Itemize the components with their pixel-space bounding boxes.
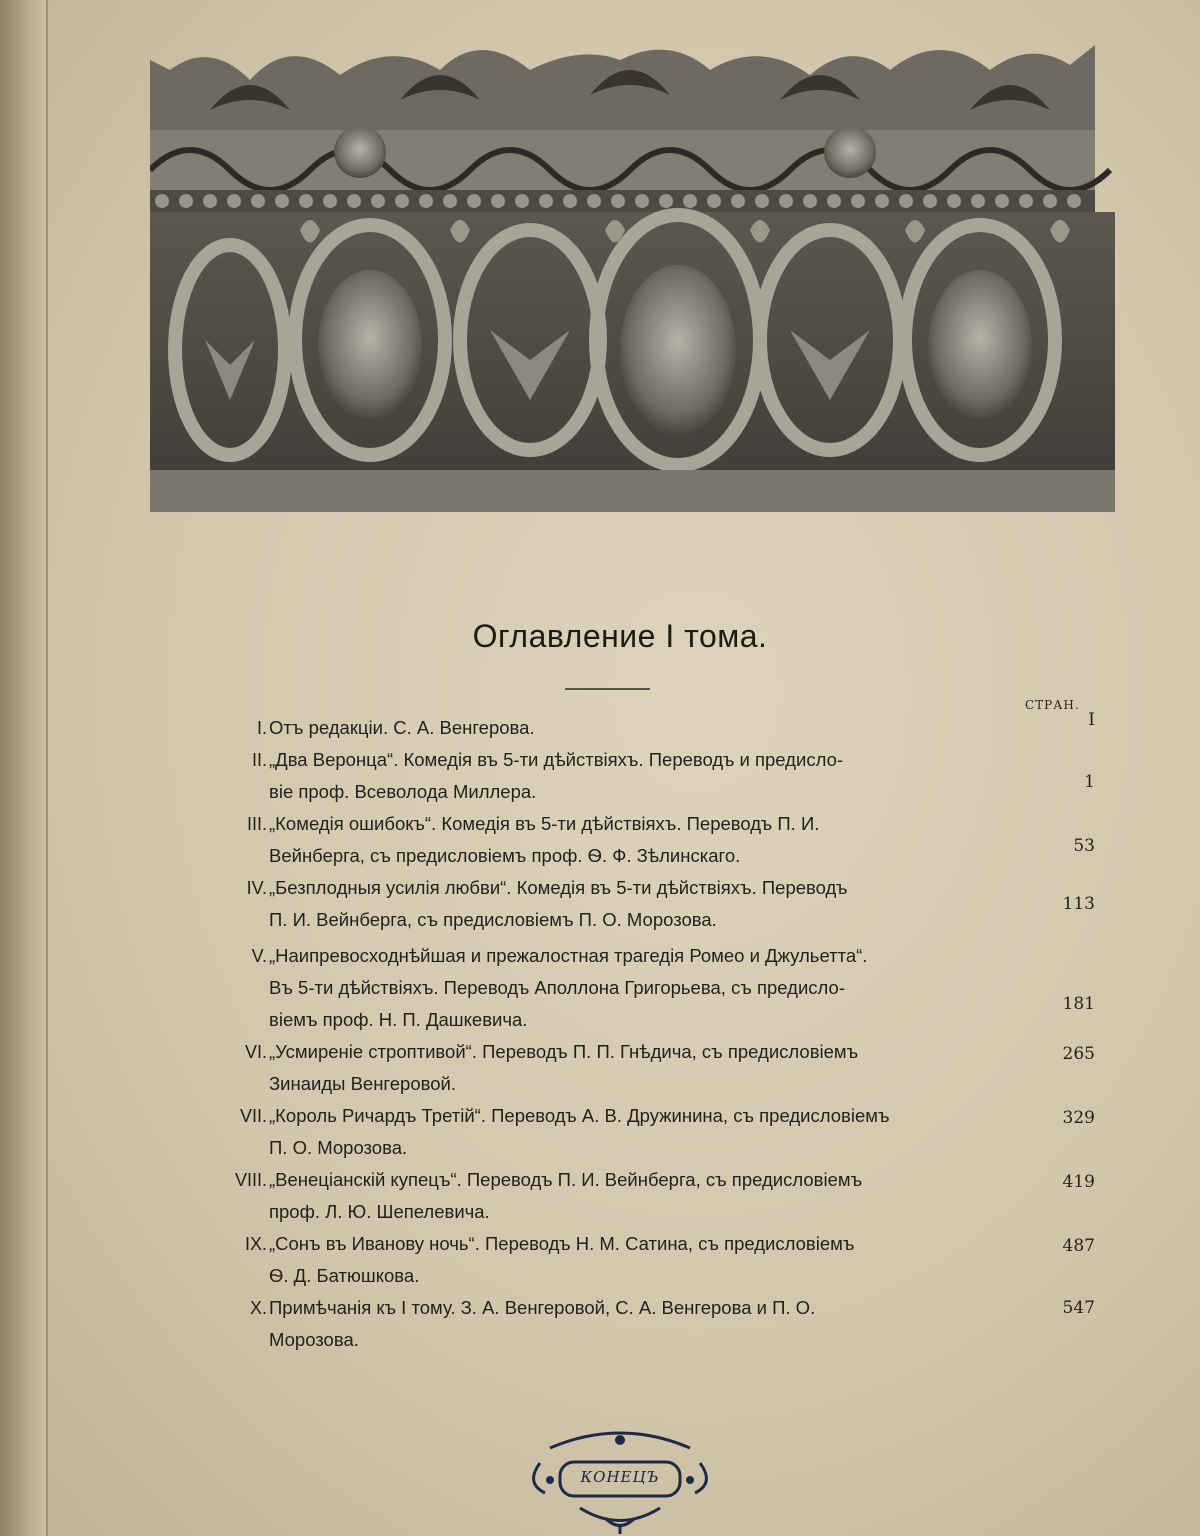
page-title: Оглавление I тома.: [472, 618, 768, 654]
entry-line: Зинаиды Венгеровой.: [269, 1073, 457, 1094]
entry-line: „Наипревосходнѣйшая и прежалостная трагедія Ромео и Джульетта“.: [269, 945, 868, 966]
entry-page: I: [1088, 710, 1095, 730]
entry-line: „Король Ричардъ Третій“. Переводъ А. В. Дружинина, съ предисловіемъ: [269, 1105, 890, 1126]
entry-page: 1: [1084, 772, 1095, 792]
entry-line: „Сонъ въ Иванову ночь“. Переводъ Н. М. Сатина, съ предисловіемъ: [269, 1233, 855, 1254]
entry-line: Отъ редакціи. С. А. Венгерова.: [269, 717, 535, 738]
entry-line: Вейнберга, съ предисловіемъ проф. Ѳ. Ф. Зѣлинскаго.: [269, 845, 741, 866]
entry-line: „Два Веронца“. Комедія въ 5-ти дѣйствіяхъ. Переводъ и предисло-: [269, 749, 844, 770]
entry-page: 181: [1062, 994, 1095, 1014]
gutter-edge: [46, 0, 48, 1536]
entry-line: Морозова.: [269, 1329, 359, 1350]
entry-number: V.: [251, 946, 267, 966]
entry-number: VII.: [239, 1106, 267, 1126]
entry-number: IV.: [246, 878, 267, 898]
entry-line: „Венеціанскій купецъ“. Переводъ П. И. Вейнберга, съ предисловіемъ: [269, 1169, 863, 1190]
entry-number: I.: [256, 718, 267, 738]
entry-page: 419: [1062, 1172, 1095, 1192]
entry-number: IX.: [244, 1234, 267, 1254]
entry-number: VI.: [244, 1042, 267, 1062]
frieze-illustration: [150, 40, 1115, 512]
entry-line: „Комедія ошибокъ“. Комедія въ 5-ти дѣйствіяхъ. Переводъ П. И.: [269, 813, 820, 834]
finis-vignette: [520, 1428, 720, 1536]
entry-line: віе проф. Всеволода Миллера.: [269, 781, 537, 802]
entry-line: П. И. Вейнберга, съ предисловіемъ П. О. Морозова.: [269, 909, 717, 930]
entry-page: 487: [1062, 1236, 1095, 1256]
entry-line: „Усмиреніе строптивой“. Переводъ П. П. Гнѣдича, съ предисловіемъ: [269, 1041, 859, 1062]
entry-line: проф. Л. Ю. Шепелевича.: [269, 1201, 490, 1222]
entry-line: Примѣчанія къ I тому. З. А. Венгеровой, С. А. Венгерова и П. О.: [269, 1297, 816, 1318]
entry-line: Въ 5-ти дѣйствіяхъ. Переводъ Аполлона Григорьева, съ предисло-: [269, 977, 846, 998]
finis-text: КОНЕЦЪ: [580, 1468, 660, 1486]
page-column-header: СТРАН.: [1025, 698, 1080, 712]
entry-page: 265: [1062, 1044, 1095, 1064]
entry-page: 547: [1062, 1298, 1095, 1318]
entry-number: II.: [251, 750, 267, 770]
book-gutter: [0, 0, 46, 1536]
entry-number: III.: [246, 814, 267, 834]
entry-number: X.: [249, 1298, 267, 1318]
entry-line: віемъ проф. Н. П. Дашкевича.: [269, 1009, 528, 1030]
entry-page: 53: [1073, 836, 1095, 856]
entry-line: Ѳ. Д. Батюшкова.: [269, 1265, 420, 1286]
entry-page: 113: [1062, 894, 1095, 914]
entry-line: П. О. Морозова.: [269, 1137, 408, 1158]
entry-page: 329: [1062, 1108, 1095, 1128]
entry-number: VIII.: [234, 1170, 267, 1190]
title-rule: [565, 688, 650, 690]
entry-line: „Безплодныя усилія любви“. Комедія въ 5-ти дѣйствіяхъ. Переводъ: [269, 877, 848, 898]
